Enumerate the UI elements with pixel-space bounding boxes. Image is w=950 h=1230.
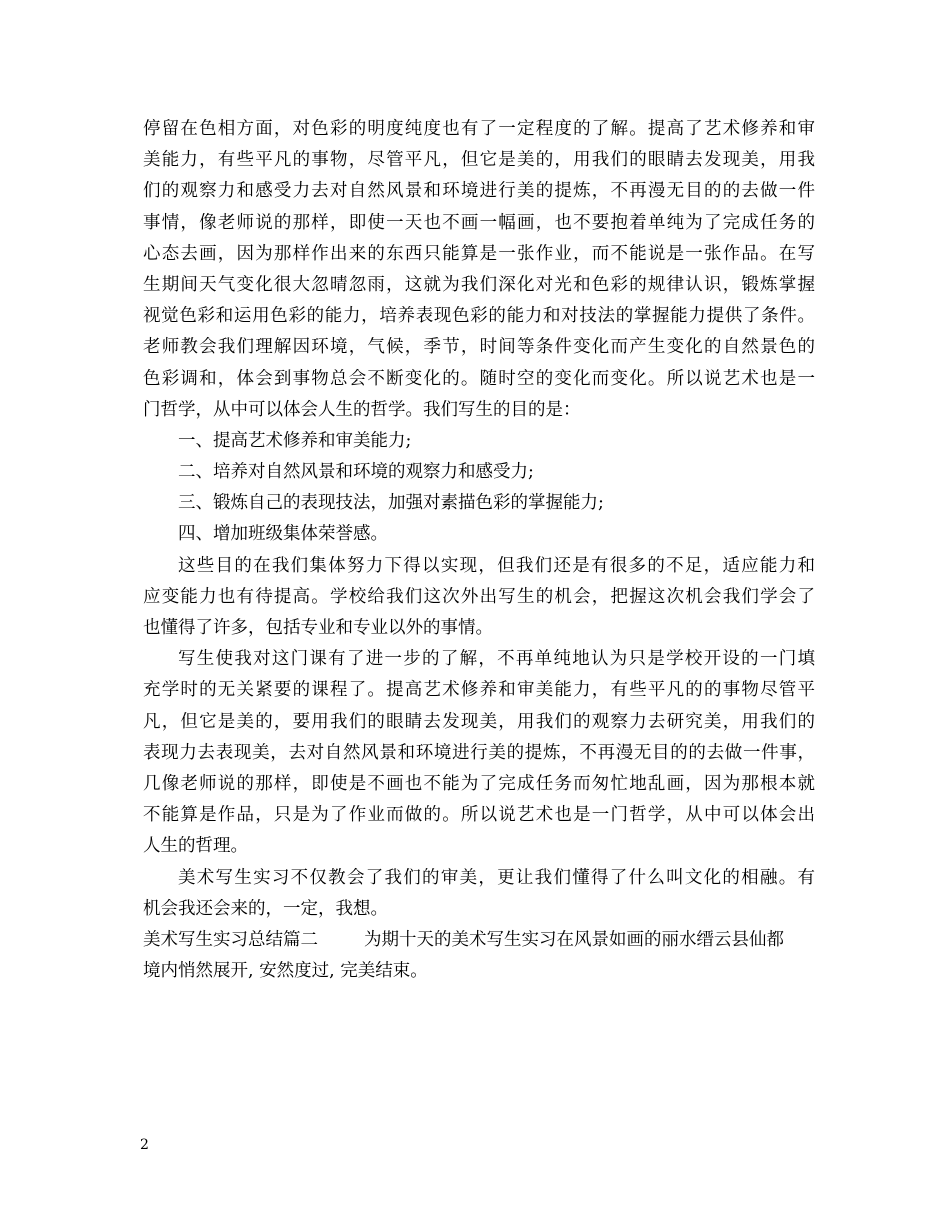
list-item: 一、提高艺术修养和审美能力; — [178, 430, 412, 451]
text-line: 几像老师说的那样，即使是不画也不能为了完成任务而匆忙地乱画，因为那根本就 — [143, 773, 815, 794]
text-line: 充学时的无关紧要的课程了。提高艺术修养和审美能力，有些平凡的的事物尽管平 — [143, 680, 815, 701]
text-line: 机会我还会来的，一定，我想。 — [143, 898, 388, 919]
text-line: 们的观察力和感受力去对自然风景和环境进行美的提炼，不再漫无目的的去做一件 — [143, 181, 815, 202]
paragraph-first-line: 这些目的在我们集体努力下得以实现，但我们还是有很多的不足，适应能力和 — [178, 555, 815, 576]
page-number: 2 — [140, 1137, 149, 1153]
text-line: 心态去画，因为那样作出来的东西只能算是一张作业，而不能说是一张作品。在写 — [143, 243, 815, 264]
document-body — [143, 114, 815, 987]
text-line: 生期间天气变化很大忽晴忽雨，这就为我们深化对光和色彩的规律认识，锻炼掌握 — [143, 274, 815, 295]
text-line: 门哲学，从中可以体会人生的哲学。我们写生的目的是： — [143, 399, 581, 420]
paragraph-first-line: 写生使我对这门课有了进一步的了解，不再单纯地认为只是学校开设的一门填 — [178, 649, 815, 670]
list-item: 二、培养对自然风景和环境的观察力和感受力; — [178, 462, 534, 483]
text-line: 应变能力也有待提高。学校给我们这次外出写生的机会，把握这次机会我们学会了 — [143, 586, 815, 607]
paragraph-first-line: 美术写生实习不仅教会了我们的审美，更让我们懂得了什么叫文化的相融。有 — [178, 867, 815, 888]
section-heading-line — [143, 925, 815, 956]
list-item: 四、增加班级集体荣誉感。 — [178, 524, 388, 545]
text-line: 老师教会我们理解因环境，气候，季节，时间等条件变化而产生变化的自然景色的 — [143, 337, 815, 358]
section-heading-title: 美术写生实习总结篇二 — [143, 929, 318, 950]
text-line: 境内悄然展开, 安然度过, 完美结束。 — [143, 961, 428, 982]
text-line: 不能算是作品，只是为了作业而做的。所以说艺术也是一门哲学，从中可以体会出 — [143, 805, 815, 826]
text-line: 凡，但它是美的，要用我们的眼睛去发现美，用我们的观察力去研究美，用我们的 — [143, 711, 815, 732]
text-line: 停留在色相方面，对色彩的明度纯度也有了一定程度的了解。提高了艺术修养和审 — [143, 119, 815, 139]
section-heading-text: 为期十天的美术写生实习在风景如画的丽水缙云县仙都 — [364, 929, 784, 950]
text-line: 美能力，有些平凡的事物，尽管平凡，但它是美的，用我们的眼睛去发现美，用我 — [143, 150, 815, 171]
text-line: 事情，像老师说的那样，即使一天也不画一幅画，也不要抱着单纯为了完成任务的 — [143, 212, 815, 233]
text-line: 色彩调和，体会到事物总会不断变化的。随时空的变化而变化。所以说艺术也是一 — [143, 368, 815, 389]
text-line: 视觉色彩和运用色彩的能力，培养表现色彩的能力和对技法的掌握能力提供了条件。 — [143, 306, 815, 327]
text-line: 人生的哲理。 — [143, 836, 248, 857]
list-item: 三、锻炼自己的表现技法，加强对素描色彩的掌握能力; — [178, 493, 604, 514]
text-line: 也懂得了许多，包括专业和专业以外的事情。 — [143, 618, 493, 638]
text-line: 表现力去表现美，去对自然风景和环境进行美的提炼，不再漫无目的的去做一件事， — [143, 742, 815, 763]
